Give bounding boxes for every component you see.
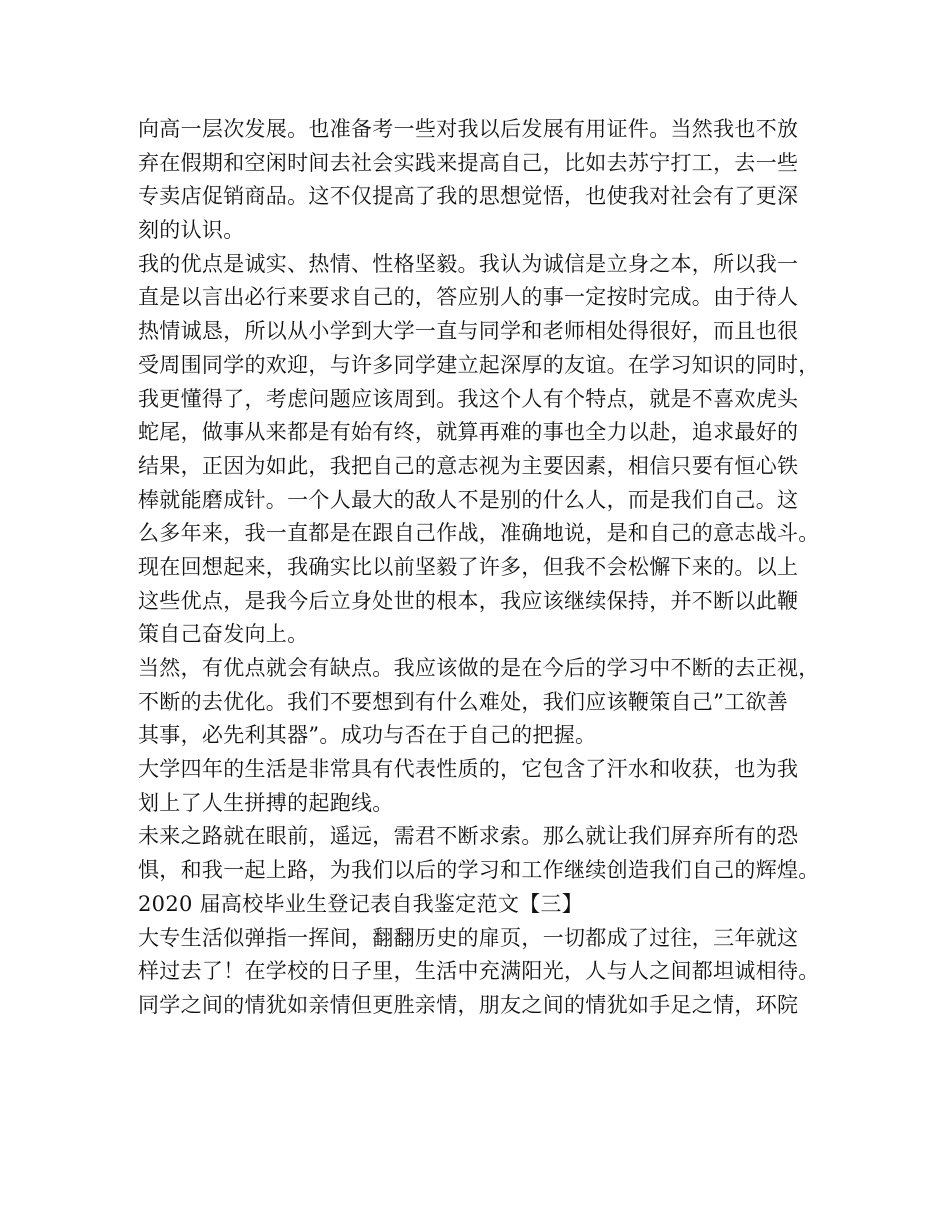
text-line: 弃在假期和空闲时间去社会实践来提高自己，比如去苏宁打工，去一些 [138,150,799,175]
text-line: 当然，有优点就会有缺点。我应该做的是在今后的学习中不断的去正视， [138,656,820,680]
text-line: 专卖店促销商品。这不仅提高了我的思想觉悟，也使我对社会有了更深 [138,184,799,209]
text-line: 刻的认识。 [138,218,245,243]
text-line: 惧，和我一起上路，为我们以后的学习和工作继续创造我们自己的辉煌。 [138,858,820,883]
text-line: 我更懂得了，考虑问题应该周到。我这个人有个特点，就是不喜欢虎头 [138,386,799,411]
text-line: 样过去了！在学校的日子里，生活中充满阳光，人与人之间都坦诚相待。 [138,959,820,984]
text-line: 现在回想起来，我确实比以前坚毅了许多，但我不会松懈下来的。以上 [138,554,799,579]
document-body [138,113,828,1023]
text-line: 划上了人生拼搏的起跑线。 [138,790,394,815]
text-line: 蛇尾，做事从来都是有始有终，就算再难的事也全力以赴，追求最好的 [138,420,799,445]
text-line: 我的优点是诚实、热情、性格坚毅。我认为诚信是立身之本，所以我一 [138,251,799,276]
text-line: 结果，正因为如此，我把自己的意志视为主要因素，相信只要有恒心铁 [138,453,799,478]
text-line: 直是以言出必行来要求自己的，答应别人的事一定按时完成。由于待人 [138,285,799,310]
text-line: 不断的去优化。我们不要想到有什么难处，我们应该鞭策自己”工欲善 [138,689,789,714]
text-line: 大专生活似弹指一挥间，翻翻历史的扉页，一切都成了过往，三年就这 [138,925,799,950]
text-line: 同学之间的情犹如亲情但更胜亲情，朋友之间的情犹如手足之情，环院 [138,992,799,1017]
text-line: 热情诚恳，所以从小学到大学一直与同学和老师相处得很好，而且也很 [138,319,799,344]
text-line: 未来之路就在眼前，遥远，需君不断求索。那么就让我们屏弃所有的恐 [138,824,799,849]
text-line: 向高一层次发展。也准备考一些对我以后发展有用证件。当然我也不放 [138,117,799,141]
section-heading: 2020 届高校毕业生登记表自我鉴定范文【三】 [138,891,584,916]
text-line: 受周围同学的欢迎，与许多同学建立起深厚的友谊。在学习知识的同时， [138,352,820,377]
text-line: 大学四年的生活是非常具有代表性质的，它包含了汗水和收获，也为我 [138,757,799,782]
text-line: 这些优点，是我今后立身处世的根本，我应该继续保持，并不断以此鞭 [138,588,799,613]
text-line: 其事，必先利其器”。成功与否在于自己的把握。 [138,723,597,748]
text-line: 么多年来，我一直都是在跟自己作战，准确地说，是和自己的意志战斗。 [138,521,820,546]
text-line: 策自己奋发向上。 [138,622,309,647]
text-line: 棒就能磨成针。一个人最大的敌人不是别的什么人，而是我们自己。这 [138,487,799,512]
